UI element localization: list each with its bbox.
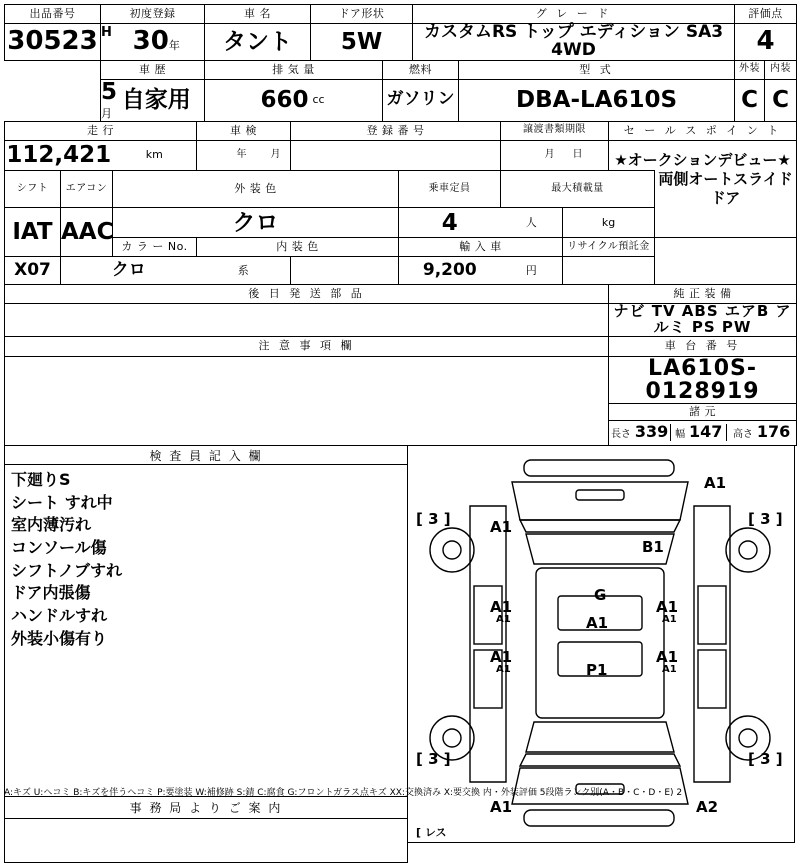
damage-mark: A1 — [490, 797, 513, 816]
transfer-value: 月 日 — [501, 140, 609, 170]
office-body — [4, 819, 408, 863]
length-cell — [609, 424, 671, 441]
ac-value: AAC — [61, 208, 113, 257]
damage-mark: [ レス — [416, 825, 447, 839]
shift-value: IAT — [5, 208, 61, 257]
office-title: 事 務 局 よ り ご 案 内 — [4, 797, 408, 819]
height-label: 高さ — [733, 429, 754, 441]
mileage-unit: km — [113, 140, 197, 170]
width-value: 147 — [688, 422, 723, 442]
regno-value — [291, 140, 501, 170]
int-value: C — [765, 79, 797, 121]
model-value: DBA-LA610S — [459, 79, 735, 121]
genuine-equip-value-cell — [609, 304, 797, 337]
sales-point-line1: ★オークションデビュー★ — [614, 150, 791, 169]
displacement-unit: cc — [311, 79, 383, 121]
history-month: 5 — [101, 78, 118, 105]
damage-mark: G — [594, 585, 607, 604]
seats-unit: 人 — [501, 208, 563, 238]
history-month-unit: 月 — [101, 106, 112, 120]
transfer-label: 譲渡書類期限 — [501, 121, 609, 140]
score-value: 4 — [735, 24, 797, 61]
sales-point-line2: 両側オートスライドドア — [658, 170, 793, 207]
later-parts-label: 後 日 発 送 部 品 — [5, 285, 609, 304]
legend-text: A:キズ U:ヘコミ B:キズを伴うヘコミ P:要塗装 W:補修跡 S:錆 C:腐食 G:フロントガラス点キズ XX:交換済み X:要交換 内・外装評価 5段階ランク別(A・B・C・D・E) 2 — [4, 788, 683, 798]
damage-mark: A1 — [656, 647, 679, 666]
score-label: 評価点 — [735, 5, 797, 24]
details-table — [4, 121, 797, 446]
grade-label: グ レ ー ド — [413, 5, 735, 24]
inspector-title: 検 査 員 記 入 欄 — [4, 445, 408, 465]
displacement-label: 排 気 量 — [205, 60, 383, 79]
chassis-value: LA610S-0128919 — [609, 356, 797, 403]
first-reg-era: H — [101, 24, 109, 61]
damage-mark: A1 — [662, 613, 677, 625]
header-table — [4, 4, 797, 122]
sales-point-blank — [655, 208, 797, 238]
fuel-value: ガソリン — [383, 79, 459, 121]
damage-mark: [ 3 ] — [748, 749, 783, 768]
ac-label: エアコン — [61, 170, 113, 208]
sales-point-label: セ ー ル ス ポ イ ン ト — [609, 121, 797, 140]
sales-point-spacer — [655, 238, 797, 285]
regno-label: 登 録 番 号 — [291, 121, 501, 140]
inspector-line: 下廻りS — [11, 469, 71, 489]
shift-label: シフト — [5, 170, 61, 208]
length-value: 339 — [634, 422, 669, 442]
genuine-equip-value: ナビ TV ABS エアB アルミ PS PW — [613, 302, 792, 336]
door-label: ドア形状 — [311, 5, 413, 24]
damage-mark: [ 3 ] — [416, 749, 451, 768]
damage-mark: A1 — [496, 663, 511, 675]
shaken-value: 年 月 — [197, 140, 291, 170]
history-value: 自家用 — [109, 79, 205, 121]
damage-mark: P1 — [586, 660, 608, 679]
import-value — [291, 257, 399, 285]
first-reg-year-unit: 年 — [168, 39, 180, 53]
height-value: 176 — [756, 422, 791, 442]
lower-area — [4, 445, 796, 863]
recycle-label: リサイクル預託金 — [563, 238, 655, 257]
seats-label: 乗車定員 — [399, 170, 501, 208]
sales-point-line2-cell — [655, 170, 797, 208]
max-load-unit: kg — [563, 208, 655, 238]
inspector-line: ハンドルすれ — [11, 606, 108, 626]
inspector-line: コンソール傷 — [11, 537, 107, 557]
chassis-label: 車 台 番 号 — [609, 336, 797, 356]
ext-value: C — [735, 79, 765, 121]
inspector-notes — [4, 465, 408, 797]
mileage-label: 走 行 — [5, 121, 197, 140]
inspector-line: シフトノブすれ — [11, 560, 123, 580]
ext-label: 外装 — [735, 60, 765, 79]
history-month-cell — [101, 78, 118, 121]
damage-mark: A1 — [490, 517, 513, 536]
length-label: 長さ — [611, 429, 631, 441]
inspector-line: 外装小傷有り — [11, 628, 108, 648]
lot-value: 30523 — [5, 24, 101, 61]
ext-color-value: クロ — [113, 208, 399, 238]
dims-label: 諸 元 — [609, 403, 797, 420]
seats-value: 4 — [399, 208, 501, 238]
max-load-label: 最大積載量 — [501, 170, 655, 208]
int-color-value: クロ — [61, 257, 197, 285]
damage-mark: A1 — [662, 663, 677, 675]
damage-mark: [ 3 ] — [748, 509, 783, 528]
damage-mark: A1 — [656, 597, 679, 616]
damage-diagram — [407, 445, 795, 843]
recycle-unit: 円 — [501, 257, 563, 285]
damage-mark: B1 — [642, 537, 664, 556]
inspector-line: 室内薄汚れ — [11, 515, 92, 535]
damage-mark: A1 — [490, 647, 513, 666]
inspector-line: シート すれ中 — [11, 492, 113, 512]
notes-label: 注 意 事 項 欄 — [5, 336, 609, 356]
int-label: 内装 — [765, 60, 797, 79]
history-label: 車 歴 — [101, 60, 205, 79]
color-no-value: X07 — [5, 257, 61, 285]
damage-mark: A1 — [490, 597, 513, 616]
shaken-label: 車 検 — [197, 121, 291, 140]
blank-left — [5, 60, 101, 121]
inspector-line: ドア内張傷 — [11, 583, 91, 603]
grade-value: カスタムRS トップ エディション SA3 4WD — [413, 24, 735, 61]
later-parts-value — [5, 304, 609, 337]
ext-color-label: 外 装 色 — [113, 170, 399, 208]
first-reg-year-cell — [109, 24, 205, 61]
inspector-panel — [4, 445, 408, 863]
notes-value — [5, 356, 609, 445]
mileage-value: 112,421 — [5, 140, 113, 170]
damage-mark: [ 3 ] — [416, 509, 451, 528]
width-cell — [671, 424, 727, 441]
damage-diagram-panel — [407, 445, 795, 863]
dims-row — [609, 420, 797, 445]
car-name-label: 車 名 — [205, 5, 311, 24]
width-label: 幅 — [675, 429, 686, 441]
first-reg-label: 初度登録 — [101, 5, 205, 24]
recycle-value: 9,200 — [399, 257, 501, 285]
lot-label: 出品番号 — [5, 5, 101, 24]
door-value: 5W — [311, 24, 413, 61]
int-color-label: 内 装 色 — [197, 238, 399, 257]
color-no-label: カ ラ ー No. — [113, 238, 197, 257]
model-label: 型 式 — [459, 60, 735, 79]
damage-mark: A2 — [696, 797, 719, 816]
first-reg-year: 30 — [132, 26, 169, 57]
damage-mark: A1 — [704, 473, 727, 492]
fuel-label: 燃料 — [383, 60, 459, 79]
genuine-equip-label: 純 正 装 備 — [609, 285, 797, 304]
height-cell — [727, 424, 796, 441]
import-label: 輸 入 車 — [399, 238, 563, 257]
car-name-value: タント — [205, 24, 311, 61]
displacement-value: 660 — [205, 79, 311, 121]
damage-mark: A1 — [586, 613, 609, 632]
sales-point-line1-cell — [609, 140, 797, 170]
damage-mark: A1 — [496, 613, 511, 625]
int-color-suffix: 系 — [197, 257, 291, 285]
